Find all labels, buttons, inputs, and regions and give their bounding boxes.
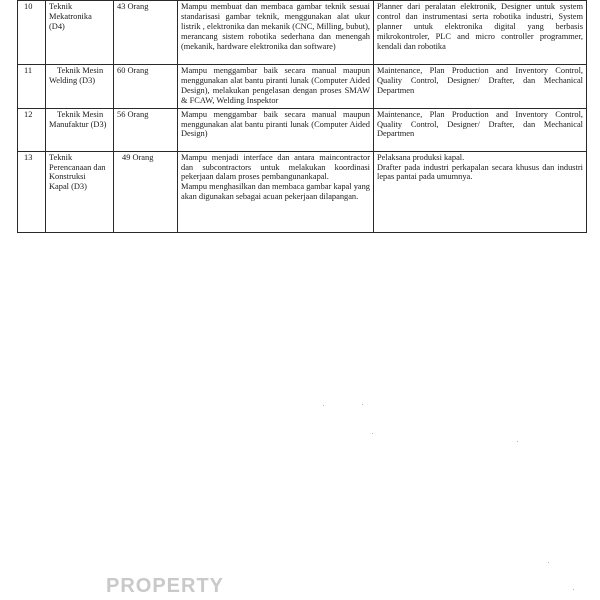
graduate-program-table: [17, 0, 587, 233]
competency-text: Mampu menggambar baik secara manual maupun menggunakan alat bantu piranti lunak (Computer Aided Design): [181, 109, 370, 139]
program-name: [46, 151, 114, 232]
table-row: [18, 1, 587, 65]
job-text: Maintenance, Plan Production and Inventory Control, Quality Control, Designer/ Drafter, dan Mechanical Departmen: [377, 109, 583, 139]
program-line: Welding (D3): [49, 75, 96, 85]
table-row: [18, 108, 587, 151]
competency-cell: [178, 151, 374, 232]
job-prospects-cell: [374, 1, 587, 65]
competency-text: Mampu menggambar baik secara manual maupun menggunakan alat bantu piranti lunak (Computer Aided Design), melakukan pengelasan dengan proses SMAW & FCAW, Welding Inspektor: [181, 66, 370, 105]
scan-speck: [362, 404, 363, 405]
program-name: [46, 108, 114, 151]
program-line: Teknik: [49, 152, 73, 162]
program-name: [46, 65, 114, 109]
scan-speck: [517, 441, 518, 442]
scan-speck: [573, 589, 574, 590]
program-line: Teknik: [49, 2, 73, 11]
graduate-count: 56 Orang: [114, 108, 178, 151]
watermark: PROPERTY: [106, 575, 225, 597]
graduate-count: 43 Orang: [114, 1, 178, 65]
job-text: Planner dari peralatan elektronik, Designer untuk system control dan instrumentasi serta robotika industri, System planner untuk elektronika digital yang berbasis mikrokontroler, PLC and micro controller programmer, kendali dan robotika: [377, 2, 583, 51]
program-line: Manufaktur (D3): [49, 119, 107, 129]
scan-speck: [372, 433, 373, 434]
row-number: 12: [18, 108, 46, 151]
job-prospects-cell: [374, 65, 587, 109]
program-line: Teknik Mesin: [57, 109, 104, 119]
program-line: Perencanaan dan: [49, 162, 106, 172]
table-row: [18, 65, 587, 109]
table-row: [18, 151, 587, 232]
program-line: Teknik Mesin: [57, 66, 104, 75]
competency-cell: [178, 65, 374, 109]
scan-speck: [323, 405, 324, 406]
competency-text: Mampu menjadi interface dan antara maincontractor dan subcontractors untuk melakukan koordinasi pekerjaan dalam proses pembangunankapal.: [181, 152, 370, 182]
competency-cell: [178, 108, 374, 151]
row-number: 10: [18, 1, 46, 65]
job-text: Pelaksana produksi kapal.: [377, 152, 465, 162]
program-name: [46, 1, 114, 65]
program-line: Kapal (D3): [49, 182, 87, 192]
job-text: Maintenance, Plan Production and Inventory Control, Quality Control, Designer/ Drafter, dan Mechanical Departmen: [377, 66, 583, 95]
job-prospects-cell: [374, 151, 587, 232]
competency-text: Mampu menghasilkan dan membaca gambar kapal yang akan digunakan sebagai acuan pekerjaan dilapangan.: [181, 182, 370, 202]
competency-text: Mampu membuat dan membaca gambar teknik sesuai standarisasi gambar teknik, menggunakan alat ukur listrik , elektronika dan mekanik (CNC, Milling, bubut), merancang sistem robotika sederhana dan menengah (mekanik, hardware elektronika dan software): [181, 2, 370, 51]
graduate-count: 49 Orang: [114, 151, 178, 232]
job-prospects-cell: [374, 108, 587, 151]
program-line: Konstruksi: [49, 172, 86, 182]
row-number: 11: [18, 65, 46, 109]
program-line: Mekatronika: [49, 11, 92, 21]
graduate-count: 60 Orang: [114, 65, 178, 109]
competency-cell: [178, 1, 374, 65]
scan-speck: [548, 562, 549, 563]
row-number: 13: [18, 151, 46, 232]
program-line: (D4): [49, 21, 65, 31]
job-text: Drafter pada industri perkapalan secara khusus dan industri lepas pantai pada umumnya.: [377, 162, 583, 182]
